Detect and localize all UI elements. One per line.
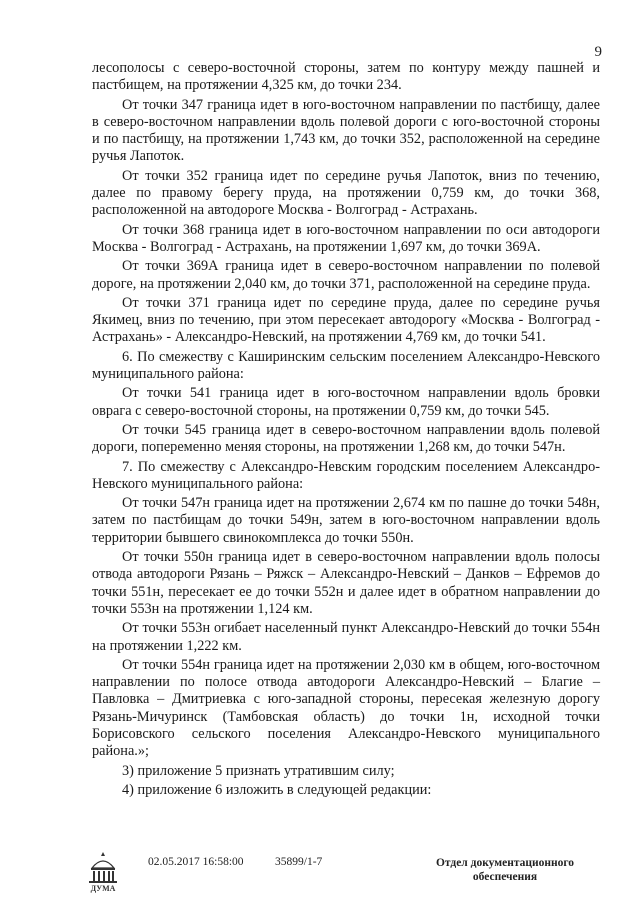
footer-department (420, 856, 590, 884)
duma-logo-icon (84, 850, 122, 894)
department-line-2: обеспечения (472, 871, 538, 883)
paragraph: От точки 550н граница идет в северо-восточном направлении вдоль полосы отвода автодороги Рязань – Ряжск – Александро-Невский – Данков – Ефремов до точки 551н, пересекает ее до точки 552н и далее идет в обратном направлении до точки 553н на протяжении 1,124 км. (92, 549, 600, 617)
paragraph: От точки 368 граница идет в юго-восточном направлении по оси автодороги Москва - Волгоград - Астрахань, на протяжении 1,697 км, до точки 369А. (92, 221, 600, 255)
list-item: 4) приложение 6 изложить в следующей редакции: (122, 781, 432, 798)
list-item: 3) приложение 5 признать утратившим силу; (122, 762, 395, 779)
page-number: 9 (594, 44, 602, 60)
paragraph: От точки 371 граница идет по середине пруда, далее по середине ручья Якимец, вниз по течению, при этом пересекает автодорогу «Москва - Волгоград - Астрахань» - Александро-Невский, на протяжении 4,769 км, до точки 541. (92, 294, 600, 346)
paragraph: От точки 545 граница идет в северо-восточном направлении вдоль полевой дороги, попеременно меняя стороны, на протяжении 1,268 км, до точки 547н. (92, 421, 600, 456)
document-body (92, 60, 600, 801)
paragraph: От точки 553н огибает населенный пункт Александро-Невский до точки 554н на протяжении 1,222 км. (92, 620, 600, 654)
paragraph: От точки 352 граница идет по середине ручья Лапоток, вниз по течению, далее по правому берегу пруда, на протяжении 0,759 км, до точки 368, расположенной на автодороге Москва - Волгоград - Астрахань. (92, 167, 600, 219)
paragraph: От точки 554н граница идет на протяжении 2,030 км в общем, юго-восточном направлении по полосе отвода автодороги Александро-Невский – Благие – Павловка – Дмитриевка с юго-западной стороны, пересекая железную дорогу Рязань-Мичуринск (Тамбовская область) до точки 1н, исходной точки Борисовского сельского поселения Александро-Невского муниципального района.»; (92, 656, 600, 760)
paragraph: лесополосы с северо-восточной стороны, затем по контуру между пашней и пастбищем, на протяжении 4,325 км, до точки 234. (92, 60, 600, 94)
section-heading: 7. По смежеству с Александро-Невским городским поселением Александро-Невского муниципального района: (92, 458, 600, 492)
paragraph: От точки 541 граница идет в юго-восточном направлении вдоль бровки оврага с северо-восточной стороны, на протяжении 0,759 км, до точки 545. (92, 385, 600, 419)
logo-caption: ДУМА (90, 884, 116, 893)
section-heading: 6. По смежеству с Каширинским сельским поселением Александро-Невского муниципального района: (92, 348, 600, 383)
department-line-1: Отдел документационного (435, 857, 575, 869)
page-footer (0, 850, 640, 900)
paragraph: От точки 369А граница идет в северо-восточном направлении по полевой дороге, на протяжении 2,040 км, до точки 371, расположенной на середине пруда. (92, 258, 600, 292)
paragraph: От точки 347 граница идет в юго-восточном направлении по пастбищу, далее в северо-восточном направлении вдоль полевой дороги с юго-восточной стороны и по пастбищу, на протяжении 1,743 км, до точки 352, расположенной на середине ручья Лапоток. (92, 96, 600, 165)
footer-date: 02.05.2017 16:58:00 (148, 856, 244, 868)
paragraph: От точки 547н граница идет на протяжении 2,674 км по пашне до точки 548н, затем по пастбищам до точки 549н, затем в юго-восточном направлении вдоль территории бывшего свинокомплекса до точки 550н. (92, 495, 600, 546)
footer-doc-number: 35899/1-7 (275, 856, 323, 868)
